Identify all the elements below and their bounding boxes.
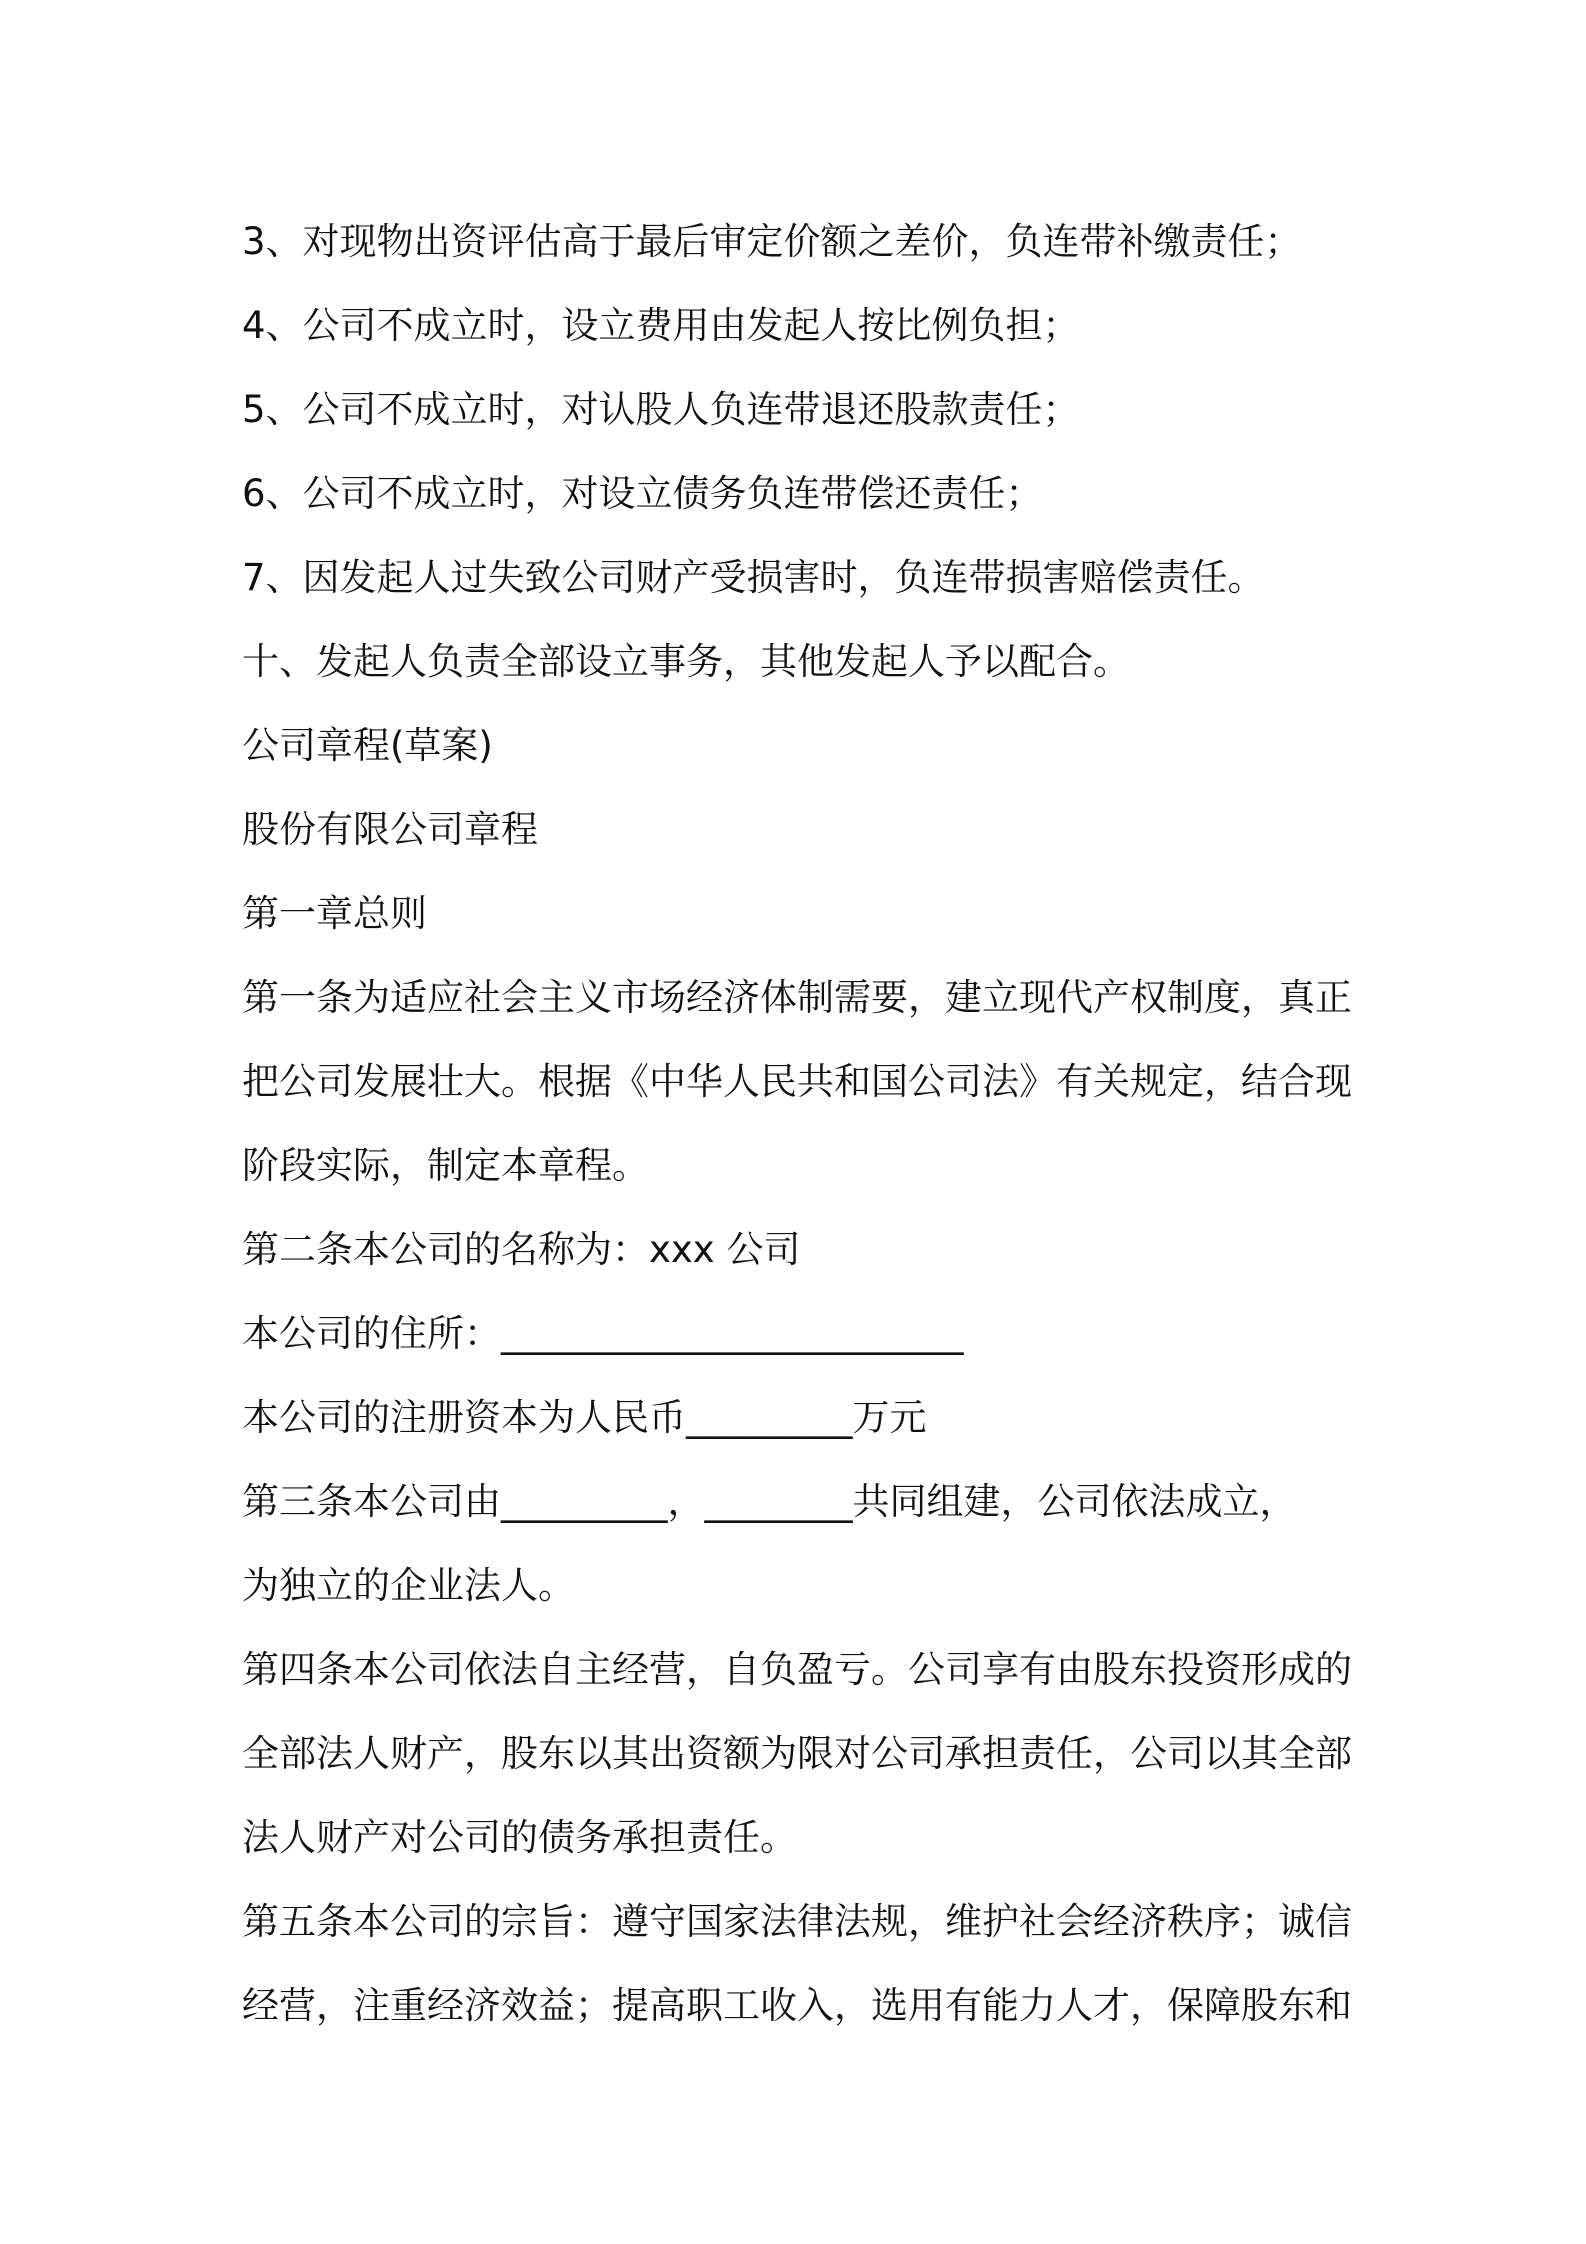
article-3-line-2: 为独立的企业法人。 [242,1564,575,1607]
article-5-line-1: 第五条本公司的宗旨：遵守国家法律法规，维护社会经济秩序；诚信 [242,1900,1352,1943]
clause-6-line: 6、公司不成立时，对设立债务负连带偿还责任； [242,472,1043,515]
section-10-line: 十、发起人负责全部设立事务，其他发起人予以配合。 [242,640,1130,683]
document-body [242,200,1362,2048]
clause-4-line: 4、公司不成立时，设立费用由发起人按比例负担； [242,304,1080,347]
article-4-line-3: 法人财产对公司的债务承担责任。 [242,1816,797,1859]
chapter-1-heading: 第一章总则 [242,892,427,935]
article-1-line-2: 把公司发展壮大。根据《中华人民共和国公司法》有关规定，结合现 [242,1060,1352,1103]
article-5-line-2: 经营，注重经济效益；提高职工收入，选用有能力人才，保障股东和 [242,1984,1352,2027]
article-4-line-2: 全部法人财产，股东以其出资额为限对公司承担责任，公司以其全部 [242,1732,1352,1775]
company-charter-title: 股份有限公司章程 [242,808,538,851]
clause-3-line: 3、对现物出资评估高于最后审定价额之差价，负连带补缴责任； [242,220,1302,263]
clause-5-line: 5、公司不成立时，对认股人负连带退还股款责任； [242,388,1080,431]
article-1-line-1: 第一条为适应社会主义市场经济体制需要，建立现代产权制度，真正 [242,976,1352,1019]
article-3-line-1: 第三条本公司由_________，________共同组建，公司依法成立， [242,1480,1297,1523]
charter-draft-title: 公司章程(草案) [242,724,493,767]
article-2-capital-line: 本公司的注册资本为人民币_________万元 [242,1396,927,1439]
article-2-name-line: 第二条本公司的名称为：xxx 公司 [242,1228,801,1271]
clause-7-line: 7、因发起人过失致公司财产受损害时，负连带损害赔偿责任。 [242,556,1265,599]
article-1-line-3: 阶段实际，制定本章程。 [242,1144,649,1187]
article-2-address-line: 本公司的住所：_________________________ [242,1312,964,1355]
article-4-line-1: 第四条本公司依法自主经营，自负盈亏。公司享有由股东投资形成的 [242,1648,1352,1691]
